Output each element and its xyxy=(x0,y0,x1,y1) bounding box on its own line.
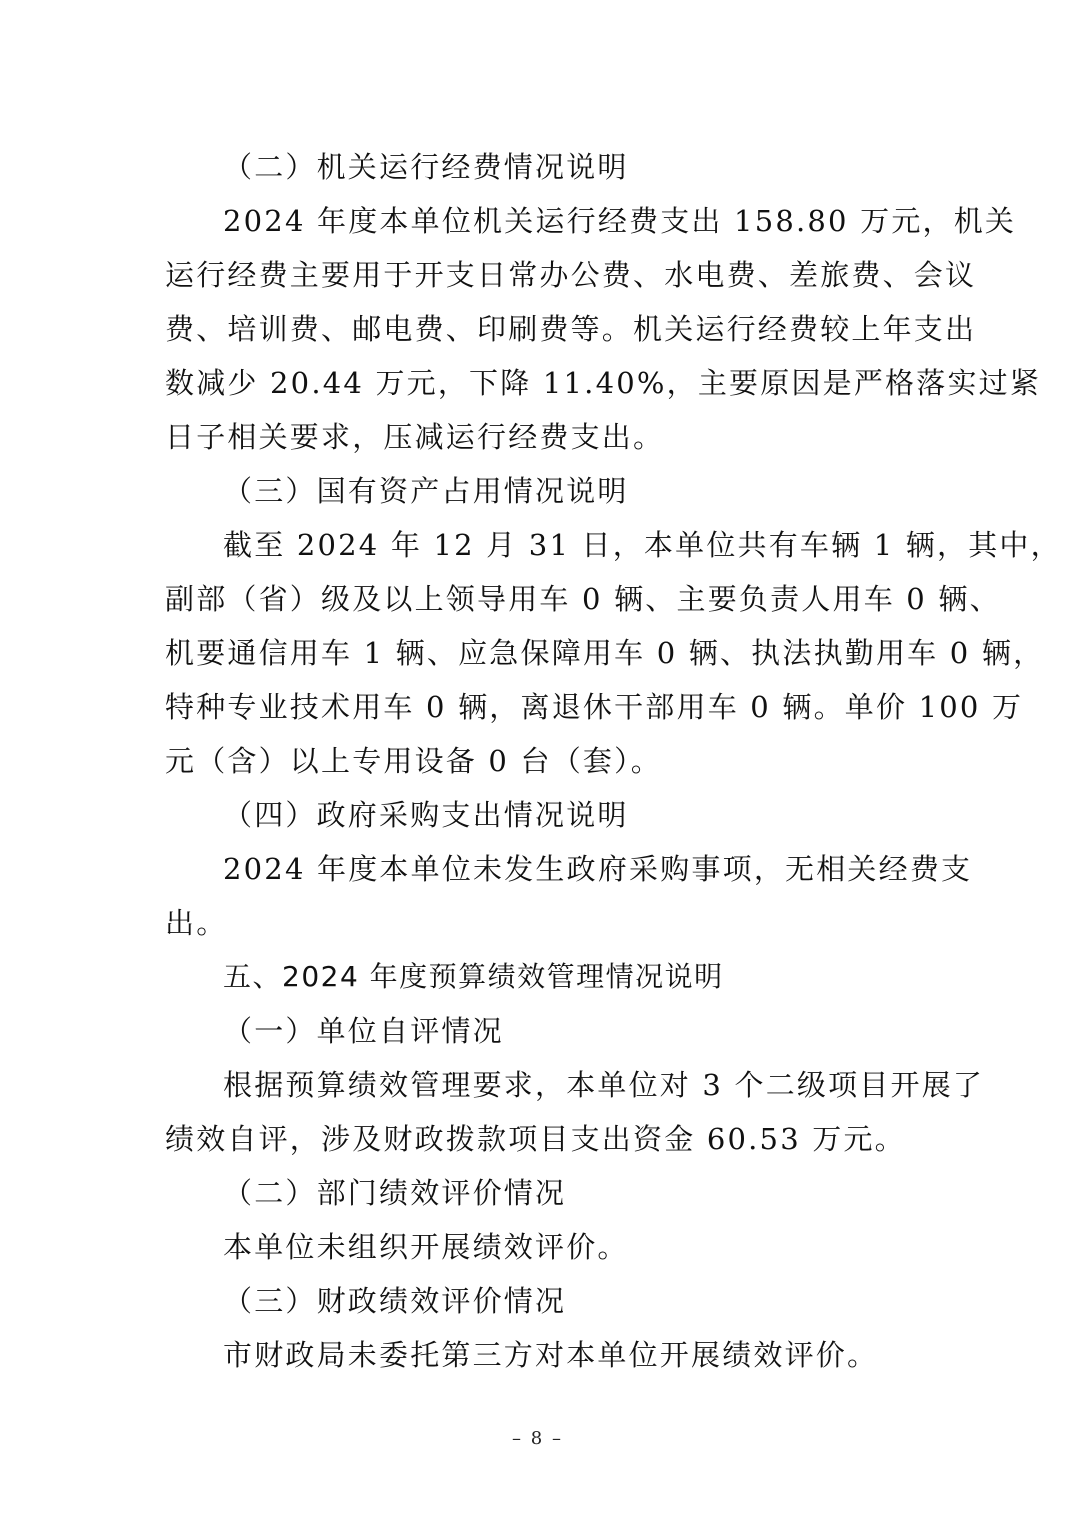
paragraph-line: 本单位未组织开展绩效评价。 xyxy=(223,1230,629,1264)
paragraph-line: 运行经费主要用于开支日常办公费、水电费、差旅费、会议 xyxy=(165,258,977,292)
paragraph-line: 2024 年度本单位机关运行经费支出 158.80 万元，机关 xyxy=(223,204,1017,238)
section-heading-performance: 五、2024 年度预算绩效管理情况说明 xyxy=(223,960,724,993)
paragraph-line: 根据预算绩效管理要求，本单位对 3 个二级项目开展了 xyxy=(223,1068,985,1102)
paragraph-line: 日子相关要求，压减运行经费支出。 xyxy=(165,420,665,454)
subsection-heading-state-assets: （三）国有资产占用情况说明 xyxy=(223,474,629,508)
paragraph-line: 截至 2024 年 12 月 31 日，本单位共有车辆 1 辆，其中， xyxy=(223,528,1062,562)
paragraph-line: 副部（省）级及以上领导用车 0 辆、主要负责人用车 0 辆、 xyxy=(165,582,1001,616)
paragraph-line: 机要通信用车 1 辆、应急保障用车 0 辆、执法执勤用车 0 辆， xyxy=(165,636,1045,670)
paragraph-line: 绩效自评，涉及财政拨款项目支出资金 60.53 万元。 xyxy=(165,1122,906,1156)
subsection-heading-operating-expenses: （二）机关运行经费情况说明 xyxy=(223,150,629,184)
subsection-heading-finance-evaluation: （三）财政绩效评价情况 xyxy=(223,1284,567,1318)
paragraph-line: 数减少 20.44 万元，下降 11.40%，主要原因是严格落实过紧 xyxy=(165,366,1042,400)
paragraph-line: 市财政局未委托第三方对本单位开展绩效评价。 xyxy=(223,1338,879,1372)
subsection-heading-department-evaluation: （二）部门绩效评价情况 xyxy=(223,1176,567,1210)
page-number: – 8 – xyxy=(512,1428,563,1449)
paragraph-line: 费、培训费、邮电费、印刷费等。机关运行经费较上年支出 xyxy=(165,312,977,346)
paragraph-line: 2024 年度本单位未发生政府采购事项，无相关经费支 xyxy=(223,852,973,886)
document-body xyxy=(165,140,1062,1382)
paragraph-line: 元（含）以上专用设备 0 台（套）。 xyxy=(165,744,662,778)
subsection-heading-self-evaluation: （一）单位自评情况 xyxy=(223,1014,504,1048)
paragraph-line: 特种专业技术用车 0 辆，离退休干部用车 0 辆。单价 100 万 xyxy=(165,690,1024,724)
subsection-heading-procurement: （四）政府采购支出情况说明 xyxy=(223,798,629,832)
paragraph-line: 出。 xyxy=(165,906,228,940)
